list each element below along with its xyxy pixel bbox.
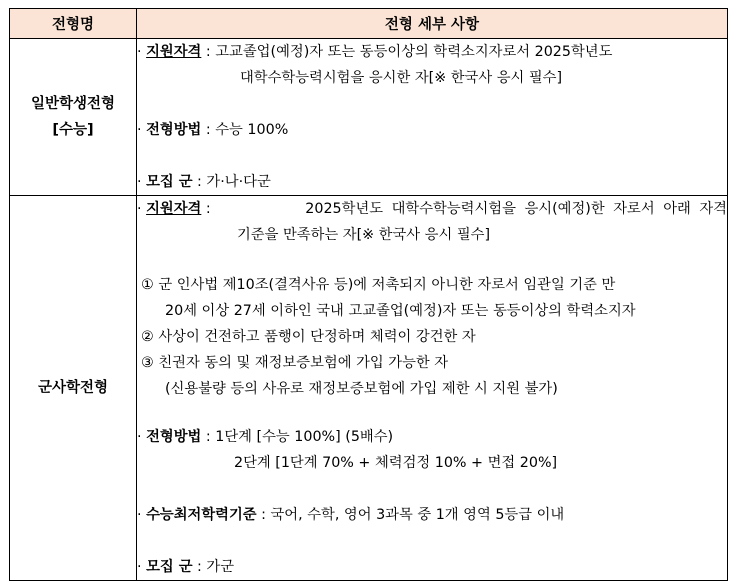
group-line <box>137 554 727 580</box>
separator: : <box>201 44 216 60</box>
criteria-item <box>137 350 727 376</box>
track-details-cell <box>137 196 728 581</box>
table-row <box>10 196 728 581</box>
csat-minimum-label: 수능최저학력기준 <box>146 507 257 523</box>
method-line <box>137 424 727 450</box>
qualification-label: 지원자격 <box>146 201 202 217</box>
bullet: · <box>137 201 142 217</box>
group-label: 모집 군 <box>146 559 193 575</box>
method-line-cont: 2단계 [1단계 70% + 체력검정 10% + 면접 20%] <box>234 455 558 471</box>
qualification-line <box>137 39 727 65</box>
group-line <box>137 169 727 195</box>
item-number: ③ <box>141 355 154 371</box>
method-label: 전형방법 <box>146 122 202 138</box>
group-text: : 가군 <box>192 559 235 575</box>
qualification-label: 지원자격 <box>146 44 202 60</box>
track-name-cell <box>10 196 137 581</box>
admission-table <box>9 8 728 581</box>
group-label: 모집 군 <box>146 174 193 190</box>
method-label: 전형방법 <box>146 429 202 445</box>
track-name-cell <box>10 39 137 196</box>
qualification-line-cont: 기준을 만족하는 자[※ 한국사 응시 필수] <box>237 227 491 243</box>
bullet: · <box>137 507 142 523</box>
qualification-line-cont: 대학수학능력시험을 응시한 자[※ 한국사 응시 필수] <box>240 70 563 86</box>
bullet: · <box>137 559 142 575</box>
csat-minimum-text: : 국어, 수학, 영어 3과목 중 1개 영역 5등급 이내 <box>256 507 565 523</box>
method-text: : 수능 100% <box>201 122 289 138</box>
csat-minimum-line <box>137 502 727 528</box>
qualification-text: 고교졸업(예정)자 또는 동등이상의 학력소지자로서 2025학년도 <box>215 44 613 60</box>
criteria-item-cont: (신용불량 등의 사유로 재정보증보험에 가입 제한 시 지원 불가) <box>165 381 558 397</box>
track-name-line: 일반학생전형 <box>30 96 116 112</box>
track-name-line: 군사학전형 <box>37 380 109 396</box>
separator: : <box>201 201 216 217</box>
method-line <box>137 117 727 143</box>
item-number: ② <box>141 329 154 345</box>
track-details-cell <box>137 39 728 196</box>
qualification-text: 2025학년도 대학수학능력시험을 응시(예정)한 자로서 아래 자격 <box>305 201 727 217</box>
item-text: 군 인사법 제10조(결격사유 등)에 저촉되지 아니한 자로서 임관일 기준 만 <box>158 277 616 293</box>
bullet: · <box>137 44 142 60</box>
criteria-item-cont: 20세 이상 27세 이하인 국내 고교졸업(예정)자 또는 동등이상의 학력소지자 <box>165 303 636 319</box>
track-name-line: [수능] <box>52 122 94 138</box>
table-header-row <box>10 9 728 39</box>
criteria-item <box>137 272 727 298</box>
table-row <box>10 39 728 196</box>
item-text: 친권자 동의 및 재정보증보험에 가입 가능한 자 <box>158 355 449 371</box>
header-track-details: 전형 세부 사항 <box>137 9 728 39</box>
bullet: · <box>137 122 142 138</box>
header-track-name: 전형명 <box>10 9 137 39</box>
method-text: : 1단계 [수능 100%] (5배수) <box>201 429 394 445</box>
group-text: : 가·나·다군 <box>192 174 271 190</box>
criteria-item <box>137 324 727 350</box>
bullet: · <box>137 174 142 190</box>
qualification-line <box>137 196 727 222</box>
item-text: 사상이 건전하고 품행이 단정하며 체력이 강건한 자 <box>158 329 476 345</box>
item-number: ① <box>141 277 154 293</box>
bullet: · <box>137 429 142 445</box>
